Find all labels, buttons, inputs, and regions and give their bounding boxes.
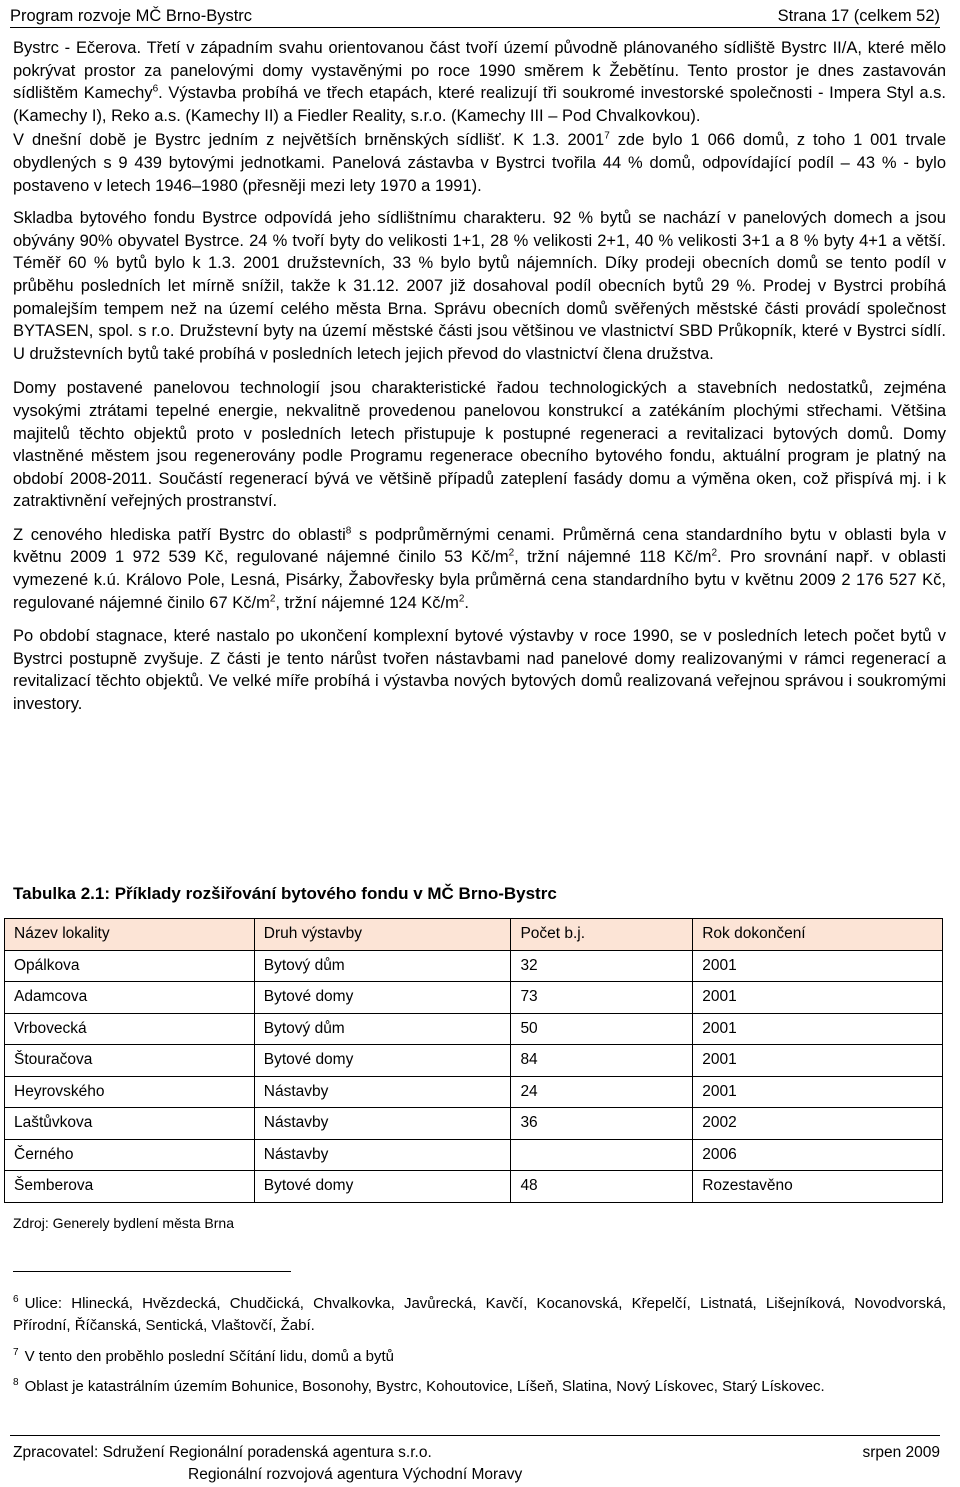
footer-date: srpen 2009	[862, 1444, 940, 1461]
cell-year: 2001	[693, 982, 943, 1014]
footnote-ref-8[interactable]: 8	[345, 525, 352, 537]
cell-year: 2002	[693, 1108, 943, 1140]
paragraph-4: Domy postavené panelovou technologií jsou charakteristické řadou technologických a stavebních nedostatků, zejména vysokými ztrátami tepelné energie, nekvalitně provedenou panelovou konstrukcí a zatékáním plochými střechami. Většina majitelů těchto objektů proto v posledních letech přistupuje k postupné regeneraci a revitalizaci bytových domů. Domy vlastněné městem jsou regenerovány podle Programu regenerace obecního bytového fondu, aktuální program je platný na období 2008-2011. Součástí regenerací bývá ve většině případů zateplení fasády domu a výměna oken, což přispívá mj. i k zatraktivnění veřejných prostranství.	[13, 379, 946, 511]
cell-year: 2001	[693, 1076, 943, 1108]
table-caption: Tabulka 2.1: Příklady rozšiřování bytového fondu v MČ Brno-Bystrc	[13, 884, 557, 903]
cell-units: 32	[511, 950, 693, 982]
table-source: Zdroj: Generely bydlení města Brna	[13, 1215, 234, 1231]
body-text	[13, 37, 946, 716]
cell-locality: Vrbovecká	[5, 1013, 255, 1045]
paragraph-6: Po období stagnace, které nastalo po ukončení komplexní bytové výstavby v roce 1990, se v posledních letech počet bytů v Bystrci postupně zvyšuje. Z části je tento nárůst tvořen nástavbami nad panelové domy realizovanými v rámci regenerací a revitalizací těchto objektů. Ve velké míře probíhá i výstavba nových bytových domů realizovaná veřejnou správou i soukromými investory.	[13, 627, 946, 714]
header-page-number: Strana 17 (celkem 52)	[777, 7, 940, 25]
cell-type: Bytové domy	[254, 982, 511, 1014]
column-header: Počet b.j.	[511, 919, 693, 951]
cell-units: 36	[511, 1108, 693, 1140]
column-header: Druh výstavby	[254, 919, 511, 951]
table-row	[5, 1076, 943, 1108]
cell-locality: Heyrovského	[5, 1076, 255, 1108]
cell-type: Nástavby	[254, 1076, 511, 1108]
cell-units: 48	[511, 1171, 693, 1203]
footer-author: Zpracovatel: Sdružení Regionální poradenská agentura s.r.o.	[13, 1444, 432, 1461]
cell-year: 2001	[693, 1045, 943, 1077]
table-row	[5, 1108, 943, 1140]
header-document-title: Program rozvoje MČ Brno-Bystrc	[10, 7, 253, 25]
cell-type: Bytový dům	[254, 950, 511, 982]
cell-units	[511, 1139, 693, 1171]
cell-locality: Laštůvkova	[5, 1108, 255, 1140]
footnote-6: $^6$ Ulice: Hlinecká, Hvězdecká, Chudčická, Chvalkovka, Javůrecká, Kavčí, Kocanovská, Křepelčí, Listnatá, Lišejníková, Novodvorská, Přírodní, Říčanská, Sentická, Vlaštovčí, Žabí.	[13, 1294, 946, 1334]
cell-year: 2001	[693, 1013, 943, 1045]
page-footer	[10, 1435, 940, 1483]
cell-type: Nástavby	[254, 1108, 511, 1140]
cell-type: Bytové domy	[254, 1171, 511, 1203]
paragraph-5: Z cenového hlediska patří Bystrc do oblasti$^8$ s podprůměrnými cenami. Průměrná cena standardního bytu v oblasti byla v květnu 2009 1 972 539 Kč, regulované nájemné činilo 53 $Kč/m^2$, tržní nájemné 118 $Kč/m^2$. Pro srovnání např. v oblasti vymezené k.ú. Královo Pole, Lesná, Pisárky, Žabovřesky byla průměrná cena standardního bytu v květnu 2009 2 176 527 Kč, regulované nájemné činilo 67 $Kč/m^2$, tržní nájemné 124 $Kč/m^2$.	[13, 525, 946, 612]
footnote-ref-7[interactable]: 7	[604, 130, 610, 142]
cell-units: 50	[511, 1013, 693, 1045]
cell-year: Rozestavěno	[693, 1171, 943, 1203]
footnote-divider	[13, 1271, 291, 1272]
cell-type: Bytové domy	[254, 1045, 511, 1077]
table-row	[5, 1013, 943, 1045]
column-header: Název lokality	[5, 919, 255, 951]
table-row	[5, 950, 943, 982]
paragraph-3: Skladba bytového fondu Bystrce odpovídá jeho sídlištnímu charakteru. 92 % bytů se nachází v panelových domech a jsou obývány 90% obyvatel Bystrce. 24 % tvoří byty do velikosti 1+1, 28 % velikosti 2+1, 40 % velikosti 3+1 a 8 % byty 4+1 a větší. Téměř 60 % bytů bylo k 1.3. 2001 družstevních, 33 % bylo bytů nájemních. Díky prodeji obecních domů se tento podíl v průběhu posledních let mírně snížil, takže k 31.12. 2007 již dosahoval podíl obecních bytů 29 %. Prodej v Bystrci probíhá pomalejším tempem než na území celého města Brna. Správu obecních domů svěřených městské části provádí společnost BYTASEN, spol. s r.o. Družstevní byty na území městské části jsou většinou ve vlastnictví SBD Průkopník, které v Bystrci sídlí. U družstevních bytů také probíhá v posledních letech jejich převod do vlastnictví člena družstva.	[13, 209, 946, 363]
cell-locality: Černého	[5, 1139, 255, 1171]
table-row	[5, 1171, 943, 1203]
cell-units: 24	[511, 1076, 693, 1108]
cell-units: 73	[511, 982, 693, 1014]
cell-units: 84	[511, 1045, 693, 1077]
cell-type: Bytový dům	[254, 1013, 511, 1045]
cell-locality: Adamcova	[5, 982, 255, 1014]
table-header-row	[5, 919, 943, 951]
column-header: Rok dokončení	[693, 919, 943, 951]
footnote-ref-6[interactable]: 6	[152, 83, 159, 95]
cell-year: 2006	[693, 1139, 943, 1171]
cell-locality: Šemberova	[5, 1171, 255, 1203]
footnote-8: $^8$ Oblast je katastrálním územím Bohunice, Bosonohy, Bystrc, Kohoutovice, Líšeň, Slatina, Nový Lískovec, Starý Lískovec.	[13, 1377, 825, 1395]
table-row	[5, 1045, 943, 1077]
paragraph-2: V dnešní době je Bystrc jedním z největších brněnských sídlišť. K 1.3. 2001$^7$ zde bylo 1 066 domů, z toho 1 001 trvale obydlených s 9 439 bytovými jednotkami. Panelová zástavba v Bystrci tvořila 44 % domů, odpovídající podíl – 43 % - bylo postaveno v letech 1946–1980 (přesněji mezi lety 1970 a 1991).	[13, 130, 947, 195]
table-row	[5, 1139, 943, 1171]
page-header	[10, 2, 940, 28]
cell-year: 2001	[693, 950, 943, 982]
paragraph-1: Bystrc - Ečerova. Třetí v západním svahu orientovanou část tvoří území původně plánovaného sídliště Bystrc II/A, které mělo pokrývat prostor za panelovými domy vystavěnými po roce 1990 směrem k Žebětínu. Tento prostor je dnes zastavován sídlištěm Kamechy$^6$. Výstavba probíhá ve třech etapách, které realizují tři soukromé investorské společnosti - Impera Styl a.s. (Kamechy I), Reko a.s. (Kamechy II) a Fiedler Reality, s.r.o. (Kamechy III – Pod Chvalkovkou).	[13, 39, 946, 125]
footer-agency: Regionální rozvojová agentura Východní Moravy	[188, 1466, 523, 1483]
housing-table	[4, 918, 943, 1203]
table-row	[5, 982, 943, 1014]
cell-locality: Opálkova	[5, 950, 255, 982]
cell-locality: Štouračova	[5, 1045, 255, 1077]
footnote-7: $^7$ V tento den proběhlo poslední Sčítání lidu, domů a bytů	[13, 1347, 394, 1365]
cell-type: Nástavby	[254, 1139, 511, 1171]
